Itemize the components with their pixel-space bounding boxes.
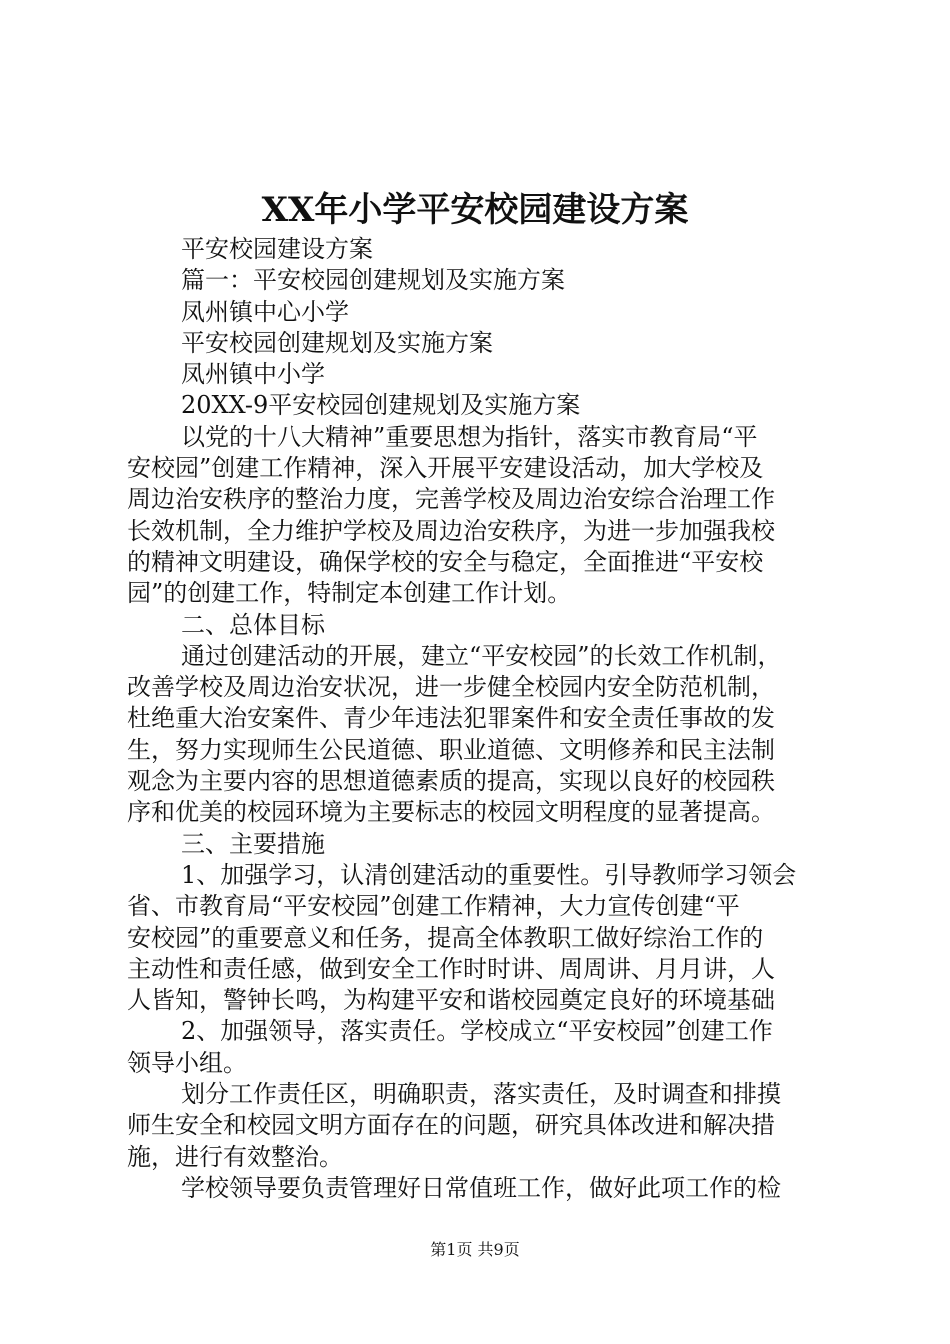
text-line: 观念为主要内容的思想道德素质的提高，实现以良好的校园秩	[127, 767, 775, 796]
text-line: 改善学校及周边治安状况，进一步健全校园内安全防范机制，	[127, 673, 775, 702]
document-title: XX年小学平安校园建设方案	[261, 190, 689, 230]
text-line: 序和优美的校园环境为主要标志的校园文明程度的显著提高。	[127, 798, 775, 827]
text-line: 周边治安秩序的整治力度，完善学校及周边治安综合治理工作	[127, 485, 775, 514]
text-line: 20XX-9平安校园创建规划及实施方案	[181, 391, 581, 420]
text-line: 三、主要措施	[181, 829, 325, 858]
text-line: 2、加强领导，落实责任。学校成立“平安校园”创建工作	[181, 1017, 773, 1046]
text-line: 长效机制，全力维护学校及周边治安秩序，为进一步加强我校	[127, 516, 775, 545]
text-line: 凤州镇中心小学	[181, 297, 349, 326]
text-line: 省、市教育局“平安校园”创建工作精神，大力宣传创建“平	[127, 892, 740, 921]
page-footer: 第1页 共9页	[430, 1240, 520, 1259]
text-line: 生，努力实现师生公民道德、职业道德、文明修养和民主法制	[127, 735, 775, 764]
text-line: 安校园”创建工作精神，深入开展平安建设活动，加大学校及	[127, 454, 764, 483]
text-line: 1、加强学习，认清创建活动的重要性。引导教师学习领会	[181, 860, 797, 889]
text-line: 二、总体目标	[181, 610, 325, 639]
text-line: 平安校园建设方案	[181, 235, 373, 263]
document-body	[127, 234, 833, 1204]
text-line: 的精神文明建设，确保学校的安全与稳定，全面推进“平安校	[127, 547, 764, 576]
text-line: 园”的创建工作，特制定本创建工作计划。	[127, 579, 572, 608]
text-line: 以党的十八大精神”重要思想为指针，落实市教育局“平	[181, 422, 758, 451]
text-line: 平安校园创建规划及实施方案	[181, 328, 493, 357]
text-line: 划分工作责任区，明确职责，落实责任，及时调查和排摸	[181, 1080, 781, 1109]
text-line: 杜绝重大治安案件、青少年违法犯罪案件和安全责任事故的发	[127, 704, 775, 733]
text-line: 凤州镇中小学	[181, 360, 325, 389]
text-line: 通过创建活动的开展，建立“平安校园”的长效工作机制，	[181, 641, 782, 670]
text-line: 主动性和责任感，做到安全工作时时讲、周周讲、月月讲，人	[127, 954, 775, 983]
text-line: 安校园”的重要意义和任务，提高全体教职工做好综治工作的	[127, 923, 764, 952]
text-line: 师生安全和校园文明方面存在的问题，研究具体改进和解决措	[127, 1111, 775, 1140]
text-line: 施，进行有效整治。	[127, 1142, 343, 1171]
text-line: 人皆知，警钟长鸣，为构建平安和谐校园奠定良好的环境基础	[127, 986, 775, 1015]
text-line: 学校领导要负责管理好日常值班工作，做好此项工作的检	[181, 1173, 781, 1202]
text-line: 篇一：平安校园创建规划及实施方案	[181, 266, 565, 295]
text-line: 领导小组。	[127, 1048, 247, 1077]
